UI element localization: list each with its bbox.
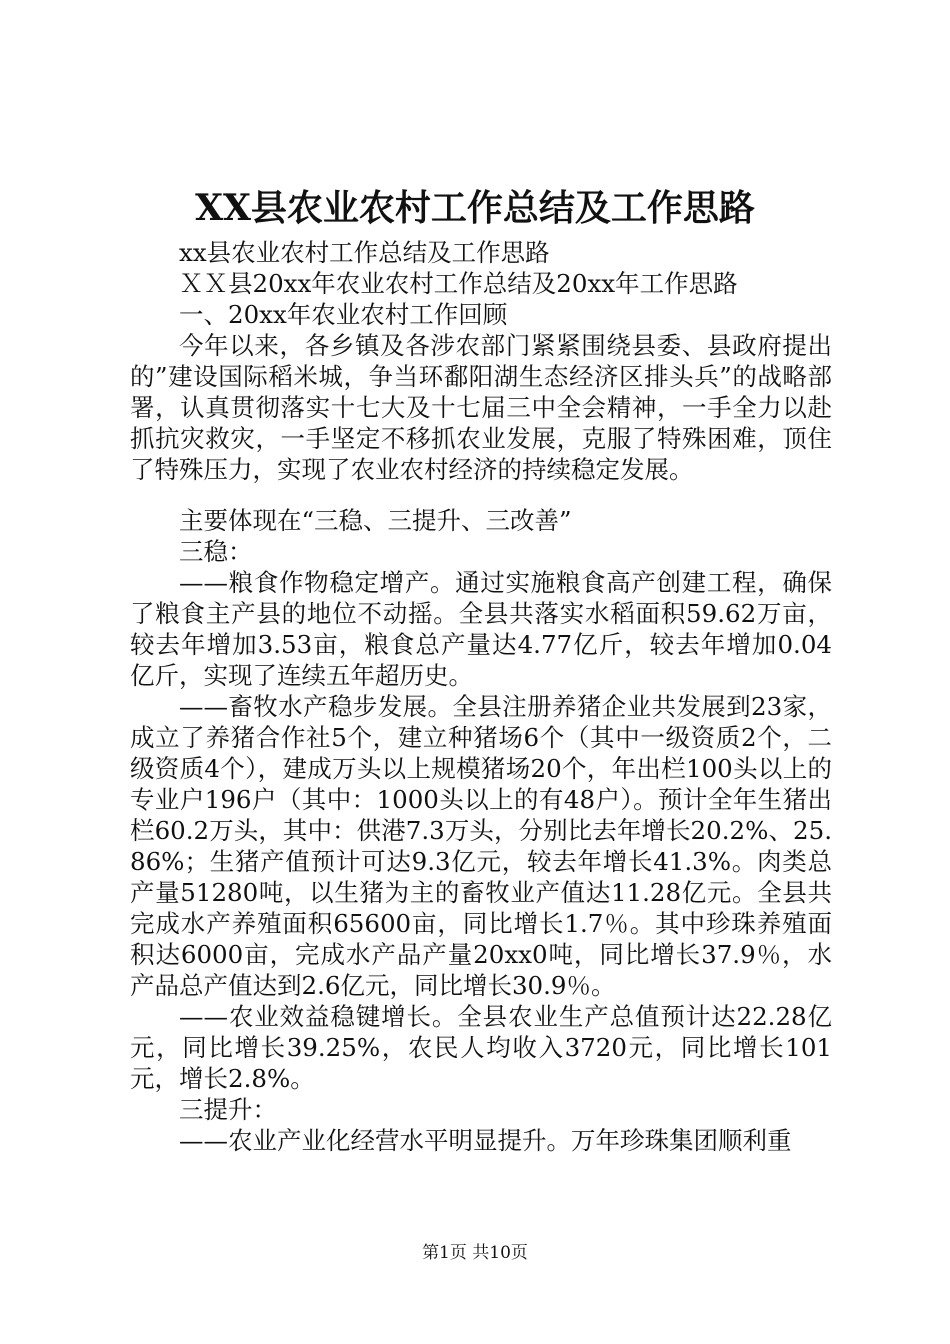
subsection-heading: 三稳： (179, 537, 253, 566)
page-footer: 第1页 共10页 (422, 1243, 528, 1263)
paragraph-gap (130, 485, 832, 505)
document-title: XX县农业农村工作总结及工作思路 (195, 187, 755, 229)
livestock-paragraph: ——畜牧水产稳步发展。全县注册养猪企业共发展到23家，成立了养猪合作社5个，建立种猪场6个（其中一级资质2个，二级资质4个），建成万头以上规模猪场20个，年出栏100头以上的专业户196户（其中：1000头以上的有48户）。预计全年生猪出栏60.2万头，其中：供港7.3万头，分别比去年增长20.2%、25.86%；生猪产值预计可达9.3亿元，较去年增长41.3%。肉类总产量51280吨，以生猪为主的畜牧业产值达11.28亿元。全县共完成水产养殖面积65600亩，同比增长1.7％。其中珍珠养殖面积达6000亩，完成水产品产量20xx0吨，同比增长37.9％，水产品总产值达到2.6亿元，同比增长30.9％。 (130, 692, 832, 1000)
subtitle-line-full: ＸＸ县20xx年农业农村工作总结及20xx年工作思路 (179, 269, 738, 298)
grain-paragraph: ——粮食作物稳定增产。通过实施粮食高产创建工程，确保了粮食主产县的地位不动摇。全县共落实水稻面积59.62万亩，较去年增加3.53亩，粮食总产量达4.77亿斤，较去年增加0.04亿斤，实现了连续五年超历史。 (130, 568, 832, 690)
summary-line: 主要体现在“三稳、三提升、三改善” (179, 506, 572, 535)
document-body (130, 237, 832, 1156)
section-heading: 一、20xx年农业农村工作回顾 (179, 300, 508, 329)
industrialization-paragraph: ——农业产业化经营水平明显提升。万年珍珠集团顺利重 (179, 1126, 792, 1155)
subtitle-line: xx县农业农村工作总结及工作思路 (179, 238, 550, 267)
intro-paragraph: 今年以来，各乡镇及各涉农部门紧紧围绕县委、县政府提出的”建设国际稻米城，争当环鄱阳湖生态经济区排头兵”的战略部署，认真贯彻落实十七大及十七届三中全会精神，一手全力以赴抓抗灾救灾，一手坚定不移抓农业发展，克服了特殊困难，顶住了特殊压力，实现了农业农村经济的持续稳定发展。 (130, 331, 832, 484)
subsection-heading: 三提升： (179, 1095, 277, 1124)
benefit-paragraph: ——农业效益稳键增长。全县农业生产总值预计达22.28亿元，同比增长39.25%，农民人均收入3720元，同比增长101元，增长2.8%。 (130, 1002, 832, 1093)
